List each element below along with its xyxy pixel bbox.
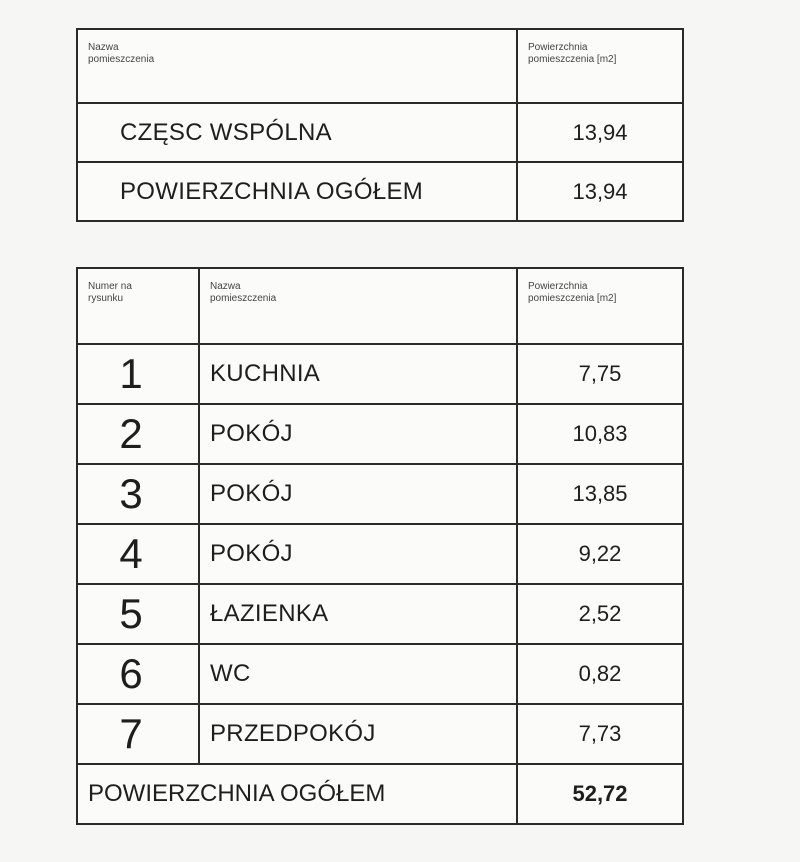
table-row [77, 162, 683, 221]
table-row [77, 524, 683, 584]
table-header-row [77, 29, 683, 103]
room-number-cell: 2 [77, 404, 199, 464]
room-name-cell: WC [199, 644, 517, 704]
table-header-row [77, 268, 683, 344]
room-number-cell: 3 [77, 464, 199, 524]
header-text: pomieszczenia [m2] [528, 54, 617, 65]
total-label-cell: POWIERZCHNIA OGÓŁEM [77, 764, 517, 824]
header-room-name [77, 29, 517, 103]
room-name-cell: KUCHNIA [199, 344, 517, 404]
total-area-cell: 52,72 [517, 764, 683, 824]
room-number-cell: 6 [77, 644, 199, 704]
room-area-cell: 2,52 [517, 584, 683, 644]
room-name-cell: POKÓJ [199, 464, 517, 524]
table-row [77, 103, 683, 162]
header-text: pomieszczenia [88, 54, 155, 65]
room-area-cell: 10,83 [517, 404, 683, 464]
room-number-cell: 5 [77, 584, 199, 644]
room-name-cell: POKÓJ [199, 524, 517, 584]
header-text: pomieszczenia [m2] [528, 293, 617, 304]
header-text: Nazwa [88, 42, 119, 53]
room-area-cell: 9,22 [517, 524, 683, 584]
header-text: Numer na [88, 281, 132, 292]
room-area-cell: 7,73 [517, 704, 683, 764]
room-area-cell: 0,82 [517, 644, 683, 704]
header-room-name [199, 268, 517, 344]
room-name-cell: POKÓJ [199, 404, 517, 464]
header-room-area [517, 268, 683, 344]
room-area-cell: 7,75 [517, 344, 683, 404]
table-row [77, 344, 683, 404]
room-name-cell: PRZEDPOKÓJ [199, 704, 517, 764]
room-name-cell: ŁAZIENKA [199, 584, 517, 644]
room-area-cell: 13,94 [517, 162, 683, 221]
table-row [77, 404, 683, 464]
header-drawing-number [77, 268, 199, 344]
table-row [77, 704, 683, 764]
table-total-row [77, 764, 683, 824]
header-text: Nazwa [210, 281, 241, 292]
room-area-cell: 13,94 [517, 103, 683, 162]
header-room-area [517, 29, 683, 103]
common-area-table [76, 28, 684, 222]
room-number-cell: 1 [77, 344, 199, 404]
table-row [77, 464, 683, 524]
table-row [77, 644, 683, 704]
rooms-area-table [76, 267, 684, 825]
header-text: pomieszczenia [210, 293, 277, 304]
header-text: Powierzchnia [528, 281, 588, 292]
header-text: Powierzchnia [528, 42, 588, 53]
room-name-cell: CZĘSC WSPÓLNA [77, 103, 517, 162]
table-row [77, 584, 683, 644]
room-area-cell: 13,85 [517, 464, 683, 524]
room-number-cell: 4 [77, 524, 199, 584]
room-number-cell: 7 [77, 704, 199, 764]
header-text: rysunku [88, 293, 124, 304]
room-name-cell: POWIERZCHNIA OGÓŁEM [77, 162, 517, 221]
